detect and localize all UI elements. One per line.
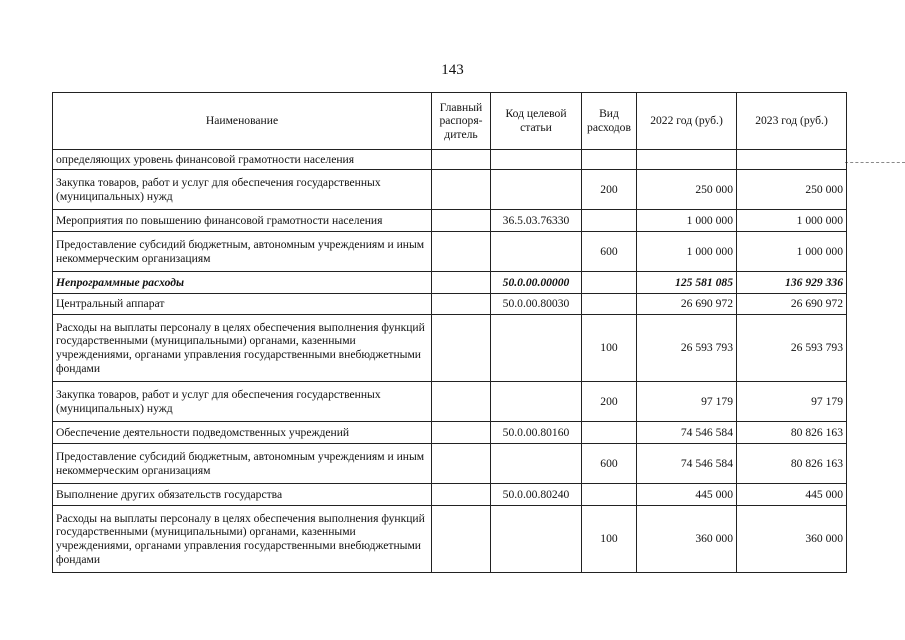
row-manager <box>432 294 491 315</box>
table-row <box>53 150 847 170</box>
table-row <box>53 484 847 506</box>
row-manager <box>432 232 491 272</box>
header-2022: 2022 год (руб.) <box>637 93 737 150</box>
header-2023: 2023 год (руб.) <box>737 93 847 150</box>
row-manager <box>432 150 491 170</box>
table-row <box>53 210 847 232</box>
row-name: Мероприятия по повышению финансовой грамотности населения <box>53 210 432 232</box>
row-2023: 445 000 <box>737 484 847 506</box>
row-code: 50.0.00.80160 <box>491 422 582 444</box>
row-vid: 100 <box>582 506 637 573</box>
row-2023 <box>737 150 847 170</box>
row-manager <box>432 382 491 422</box>
row-manager <box>432 170 491 210</box>
table-row <box>53 232 847 272</box>
table-row <box>53 422 847 444</box>
scan-artifact-line <box>845 162 905 163</box>
table-row <box>53 506 847 573</box>
row-code <box>491 232 582 272</box>
row-2022: 1 000 000 <box>637 232 737 272</box>
row-name: Закупка товаров, работ и услуг для обеспечения государственных (муниципальных) нужд <box>53 170 432 210</box>
row-name: Обеспечение деятельности подведомственных учреждений <box>53 422 432 444</box>
row-code: 50.0.00.80240 <box>491 484 582 506</box>
table-row <box>53 315 847 382</box>
row-2023: 80 826 163 <box>737 444 847 484</box>
table-row <box>53 272 847 294</box>
row-manager <box>432 210 491 232</box>
header-vid: Вид расходов <box>582 93 637 150</box>
row-2023: 1 000 000 <box>737 210 847 232</box>
table-header-row <box>53 93 847 150</box>
row-manager <box>432 484 491 506</box>
row-code <box>491 382 582 422</box>
row-name: определяющих уровень финансовой грамотности населения <box>53 150 432 170</box>
row-2023: 250 000 <box>737 170 847 210</box>
header-code: Код целевой статьи <box>491 93 582 150</box>
row-vid <box>582 422 637 444</box>
budget-table <box>52 92 847 573</box>
row-2022: 360 000 <box>637 506 737 573</box>
row-2022: 74 546 584 <box>637 444 737 484</box>
row-vid <box>582 484 637 506</box>
row-2022: 445 000 <box>637 484 737 506</box>
row-vid: 600 <box>582 232 637 272</box>
row-vid: 200 <box>582 382 637 422</box>
row-name: Непрограммные расходы <box>53 272 432 294</box>
row-vid <box>582 210 637 232</box>
row-name: Центральный аппарат <box>53 294 432 315</box>
header-name: Наименование <box>53 93 432 150</box>
row-name: Расходы на выплаты персоналу в целях обеспечения выполнения функций государственными (муниципальными) органами, казенными учреждениями, органами управления государственными внебюджетными фондами <box>53 315 432 382</box>
row-name: Закупка товаров, работ и услуг для обеспечения государственных (муниципальных) нужд <box>53 382 432 422</box>
table-row <box>53 170 847 210</box>
row-2023: 80 826 163 <box>737 422 847 444</box>
row-code <box>491 506 582 573</box>
row-name: Расходы на выплаты персоналу в целях обеспечения выполнения функций государственными (муниципальными) органами, казенными учреждениями, органами управления государственными внебюджетными фондами <box>53 506 432 573</box>
row-manager <box>432 422 491 444</box>
page-number: 143 <box>441 62 464 78</box>
row-2022: 250 000 <box>637 170 737 210</box>
row-2022: 26 593 793 <box>637 315 737 382</box>
row-2022: 97 179 <box>637 382 737 422</box>
header-manager: Главный распоря-дитель <box>432 93 491 150</box>
row-2023: 97 179 <box>737 382 847 422</box>
table-row <box>53 444 847 484</box>
row-manager <box>432 315 491 382</box>
row-vid <box>582 272 637 294</box>
row-2022 <box>637 150 737 170</box>
row-vid: 600 <box>582 444 637 484</box>
row-vid: 100 <box>582 315 637 382</box>
row-code <box>491 170 582 210</box>
row-2022: 74 546 584 <box>637 422 737 444</box>
row-2022: 125 581 085 <box>637 272 737 294</box>
row-2023: 26 593 793 <box>737 315 847 382</box>
row-2022: 1 000 000 <box>637 210 737 232</box>
row-code: 50.0.00.00000 <box>491 272 582 294</box>
row-manager <box>432 506 491 573</box>
row-2023: 360 000 <box>737 506 847 573</box>
row-code <box>491 315 582 382</box>
table-row <box>53 294 847 315</box>
row-code: 36.5.03.76330 <box>491 210 582 232</box>
row-2023: 1 000 000 <box>737 232 847 272</box>
row-name: Предоставление субсидий бюджетным, автономным учреждениям и иным некоммерческим организациям <box>53 444 432 484</box>
row-manager <box>432 444 491 484</box>
row-code <box>491 150 582 170</box>
row-2023: 136 929 336 <box>737 272 847 294</box>
row-vid <box>582 150 637 170</box>
row-manager <box>432 272 491 294</box>
row-code <box>491 444 582 484</box>
row-vid: 200 <box>582 170 637 210</box>
row-name: Предоставление субсидий бюджетным, автономным учреждениям и иным некоммерческим организациям <box>53 232 432 272</box>
row-vid <box>582 294 637 315</box>
row-code: 50.0.00.80030 <box>491 294 582 315</box>
table-row <box>53 382 847 422</box>
row-name: Выполнение других обязательств государства <box>53 484 432 506</box>
row-2022: 26 690 972 <box>637 294 737 315</box>
row-2023: 26 690 972 <box>737 294 847 315</box>
